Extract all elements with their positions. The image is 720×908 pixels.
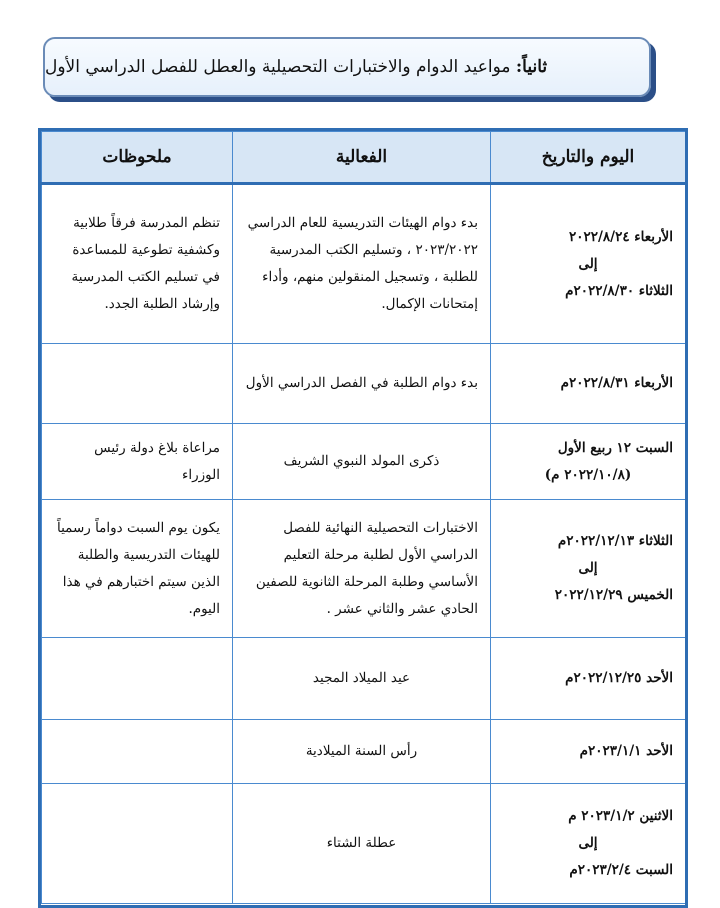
activity-cell: عطلة الشتاء (233, 784, 491, 904)
date-start: الثلاثاء ٢٠٢٢/١٢/١٣م (557, 533, 673, 549)
date-to: إلى (578, 835, 598, 851)
date-cell (491, 500, 686, 638)
activity-cell: عيد الميلاد المجيد (233, 638, 491, 720)
date-start: الأحد ٢٠٢٢/١٢/٢٥م (565, 670, 673, 686)
date-end: الخميس ٢٠٢٢/١٢/٢٩ (554, 587, 673, 603)
schedule-table (41, 131, 686, 904)
table-row (42, 184, 686, 344)
activity-cell: رأس السنة الميلادية (233, 720, 491, 784)
table-row (42, 720, 686, 784)
date-gregorian: (٢٠٢٢/١٠/٨ م) (544, 466, 632, 483)
date-to: إلى (578, 560, 598, 576)
date-to: إلى (578, 255, 598, 272)
table-row (42, 500, 686, 638)
table-header-row (42, 132, 686, 184)
column-header-date: اليوم والتاريخ (491, 132, 686, 184)
section-title (45, 57, 547, 77)
date-cell (491, 184, 686, 344)
date-end: السبت ٢٠٢٣/٢/٤م (569, 862, 673, 878)
date-cell (491, 720, 686, 784)
note-cell (42, 638, 233, 720)
note-cell: يكون يوم السبت دواماً رسمياً للهيئات التدريسية والطلبة الذين سيتم اختبارهم في هذا اليوم. (42, 500, 233, 638)
note-cell (42, 720, 233, 784)
section-title-box (43, 37, 651, 97)
date-end: الثلاثاء ٢٠٢٢/٨/٣٠م (565, 282, 673, 299)
date-start: الأحد ٢٠٢٣/١/١م (579, 743, 673, 759)
note-cell: مراعاة بلاغ دولة رئيس الوزراء (42, 424, 233, 500)
note-cell (42, 344, 233, 424)
activity-cell: ذكرى المولد النبوي الشريف (233, 424, 491, 500)
note-cell: تنظم المدرسة فرقاً طلابية وكشفية تطوعية للمساعدة في تسليم الكتب المدرسية وإرشاد الطلبة الجدد. (42, 184, 233, 344)
section-title-text: مواعيد الدوام والاختبارات التحصيلية والعطل للفصل الدراسي الأول (45, 57, 511, 77)
column-header-notes: ملحوظات (42, 132, 233, 184)
table-row (42, 424, 686, 500)
note-cell (42, 784, 233, 904)
activity-cell: الاختبارات التحصيلية النهائية للفصل الدراسي الأول لطلبة مرحلة التعليم الأساسي وطلبة المرحلة الثانوية للصفين الحادي عشر والثاني عشر . (233, 500, 491, 638)
activity-cell: بدء دوام الهيئات التدريسية للعام الدراسي ٢٠٢٣/٢٠٢٢ ، وتسليم الكتب المدرسية للطلبة ، وتسجيل المنقولين منهم، وأداء إمتحانات الإكمال. (233, 184, 491, 344)
date-cell (491, 344, 686, 424)
activity-cell: بدء دوام الطلبة في الفصل الدراسي الأول (233, 344, 491, 424)
table-row (42, 638, 686, 720)
date-start: الأربعاء ٢٠٢٢/٨/٢٤ (568, 228, 673, 245)
schedule-table-wrapper (38, 128, 688, 908)
section-title-prefix: ثانياً: (515, 57, 548, 77)
date-cell (491, 638, 686, 720)
date-start: الأربعاء ٢٠٢٢/٨/٣١م (560, 375, 673, 391)
date-start: الاثنين ٢٠٢٣/١/٢ م (568, 808, 673, 824)
date-start: السبت ١٢ ربيع الأول (557, 439, 673, 456)
table-row (42, 784, 686, 904)
table-row (42, 344, 686, 424)
date-cell (491, 424, 686, 500)
date-cell (491, 784, 686, 904)
column-header-activity: الفعالية (233, 132, 491, 184)
